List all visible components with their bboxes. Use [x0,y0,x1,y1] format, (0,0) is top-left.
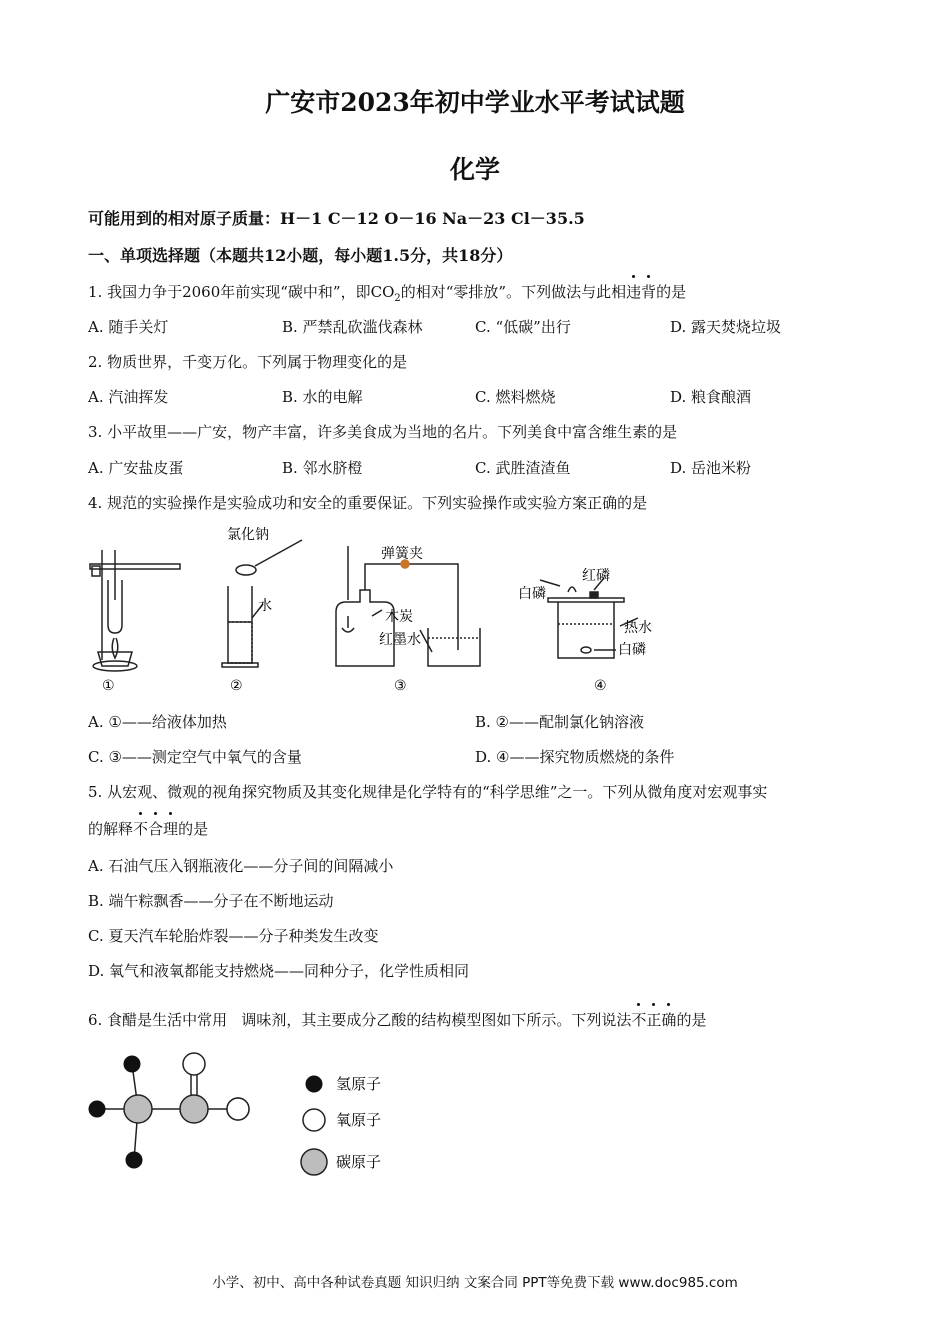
question-2-stem: 2. 物质世界，千变万化。下列属于物理变化的是 [88,353,408,371]
q2-option[interactable]: D. 粮食酿酒 [670,388,752,406]
carbon-atom [180,1095,208,1123]
q1-subscript: 2 [394,293,401,304]
oxygen-atom [183,1053,205,1075]
q6-stem-b: 的是 [676,1011,707,1029]
q1-option[interactable]: C. “低碳”出行 [475,318,571,336]
q1-option[interactable]: B. 严禁乱砍滥伐森林 [282,318,423,336]
label-spring-clip: 弹簧夹 [381,546,423,562]
label-white-phosphorus-bottom: 白磷 [618,642,646,658]
oxygen-atom [227,1098,249,1120]
atomic-masses: 可能用到的相对原子质量：H－1 C－12 O－16 Na－23 Cl－35.5 [88,209,585,228]
q5-option[interactable]: C. 夏天汽车轮胎炸裂——分子种类发生改变 [88,927,379,945]
q1-stem-c: 的是 [656,283,687,301]
q1-stem-a: 1. 我国力争于2060年前实现“碳中和”，即CO [88,283,395,301]
label-red-phosphorus: 红磷 [582,568,610,584]
q5-stem-a: 的解释 [88,820,134,838]
q5-emphasis-1: 不 [133,820,149,838]
section-heading: 一、单项选择题（本题共12小题，每小题1.5分，共18分） [88,246,513,265]
legend-oxygen-icon [303,1109,325,1131]
q6-emphasis-3: 确 [661,1011,677,1029]
legend-hydrogen-icon [306,1076,322,1092]
q5-option[interactable]: A. 石油气压入钢瓶液化——分子间的间隔减小 [88,857,394,875]
question-6-stem [88,1009,706,1030]
q4-option[interactable]: A. ①——给液体加热 [88,713,227,731]
q5-stem-b: 的是 [178,820,209,838]
fig1-test-tube-heating [90,550,180,671]
label-water: 水 [258,598,272,614]
q4-apparatus-figure [70,520,710,700]
hydrogen-atom [126,1152,142,1168]
q5-emphasis-2: 合 [148,820,164,838]
q5-option[interactable]: B. 端午粽飘香——分子在不断地运动 [88,892,334,910]
q1-stem-b: 的相对“零排放”。下列做法与此相 [400,283,627,301]
acetic-acid-model [80,1048,420,1180]
q2-option[interactable]: A. 汽油挥发 [88,388,169,406]
label-hot-water: 热水 [624,620,652,636]
label-red-ink: 红墨水 [379,632,421,648]
q5-option[interactable]: D. 氧气和液氧都能支持燃烧——同种分子，化学性质相同 [88,962,470,980]
figure-number-3: ③ [394,678,407,694]
question-4-stem: 4. 规范的实验操作是实验成功和安全的重要保证。下列实验操作或实验方案正确的是 [88,494,648,512]
q3-option[interactable]: C. 武胜渣渣鱼 [475,459,571,477]
legend-carbon-label: 碳原子 [336,1153,382,1171]
label-charcoal: 木炭 [385,609,413,625]
subject-title: 化学 [449,155,500,184]
q6-emphasis-1: 不 [631,1011,647,1029]
q1-emphasis-1: 违 [626,283,642,301]
carbon-atom [124,1095,152,1123]
figure-number-1: ① [102,678,115,694]
legend-hydrogen-label: 氢原子 [336,1075,382,1093]
label-sodium-chloride: 氯化钠 [227,527,269,543]
q4-option[interactable]: C. ③——测定空气中氧气的含量 [88,748,302,766]
page-footer: 小学、初中、高中各种试卷真题 知识归纳 文案合同 PPT等免费下载 www.doc985.com [212,1275,738,1291]
q1-emphasis-2: 背 [641,283,657,301]
legend-oxygen-label: 氧原子 [336,1111,382,1129]
hydrogen-atom [124,1056,140,1072]
question-3-stem: 3. 小平故里——广安，物产丰富，许多美食成为当地的名片。下列美食中富含维生素的是 [88,423,678,441]
q2-option[interactable]: B. 水的电解 [282,388,363,406]
q3-option[interactable]: B. 邻水脐橙 [282,459,363,477]
q4-option[interactable]: B. ②——配制氯化钠溶液 [475,713,645,731]
q2-option[interactable]: C. 燃料燃烧 [475,388,556,406]
question-5-stem-line1: 5. 从宏观、微观的视角探究物质及其变化规律是化学特有的“科学思维”之一。下列从微角度对宏观事实 [88,783,768,801]
legend-carbon-icon [301,1149,327,1175]
q1-option[interactable]: D. 露天焚烧垃圾 [670,318,782,336]
q6-emphasis-2: 正 [646,1011,662,1029]
q1-option[interactable]: A. 随手关灯 [88,318,169,336]
q3-option[interactable]: A. 广安盐皮蛋 [88,459,184,477]
exam-title: 广安市2023年初中学业水平考试试题 [265,88,685,117]
figure-number-2: ② [230,678,243,694]
label-white-phosphorus-top: 白磷 [518,586,546,602]
figure-number-4: ④ [594,678,607,694]
q6-stem-a: 6. 食醋是生活中常用 调味剂，其主要成分乙酸的结构模型图如下所示。下列说法 [88,1011,632,1029]
q4-option[interactable]: D. ④——探究物质燃烧的条件 [475,748,675,766]
question-1-stem [88,281,686,304]
q3-option[interactable]: D. 岳池米粉 [670,459,752,477]
q5-emphasis-3: 理 [163,820,179,838]
question-5-stem-line2 [88,818,208,839]
hydrogen-atom [89,1101,105,1117]
